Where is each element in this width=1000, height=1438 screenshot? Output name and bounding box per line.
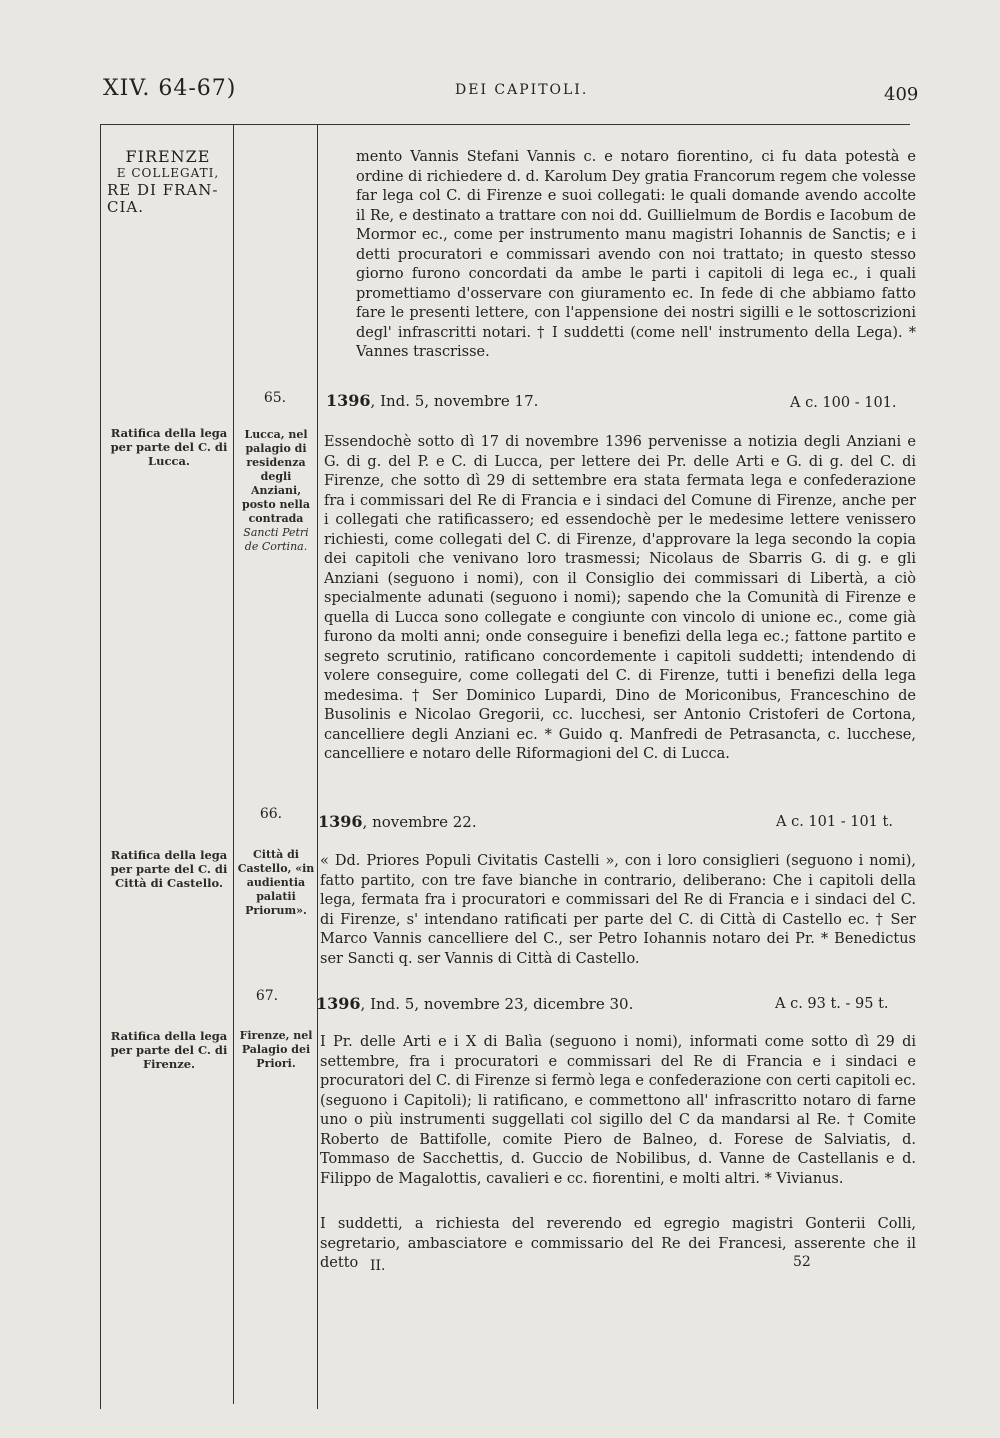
entry-reference: A c. 100 - 101. (790, 395, 897, 411)
entry-year: 1396 (326, 391, 371, 410)
entry-number: 65. (263, 390, 287, 406)
entry-date-text: , Ind. 5, novembre 23, dicembre 30. (360, 995, 634, 1013)
section-title-line3: RE DI FRAN- (107, 181, 219, 199)
entry-year: 1396 (316, 994, 361, 1013)
running-head-title: DEI CAPITOLI. (455, 82, 589, 98)
entry-number: 67. (255, 988, 279, 1004)
column-rule-middle (233, 124, 234, 1404)
section-title (103, 148, 233, 216)
page-number: 409 (884, 84, 919, 105)
signature-number: 52 (793, 1254, 811, 1270)
entry-reference: A c. 93 t. - 95 t. (775, 996, 889, 1012)
entry-marginal-summary: Ratifica della lega per parte del C. di Lucca. (110, 426, 228, 468)
entry-text: I Pr. delle Arti e i X di Balìa (seguono i nomi), informati come sotto dì 29 di settembre, fra i procuratori e commissari del Re di Francia e i sindaci e procuratori del C. di Firenze si fermò lega e confederazione con certi capitoli ec. (seguono i Capitoli); li ratificano, e commettono all' infrascritto notaro di farne uno o più instrumenti suggellati col sigillo del C da mandarsi al Re. † Comite Roberto de Battifolle, comite Piero de Balneo, d. Forese de Salviatis, d. Tommaso de Sacchettis, d. Guccio de Nobilibus, d. Vanne de Castellanis e d. Filippo de Magalottis, cavalieri e cc. fiorentini, e molti altri. * Vivianus. (320, 1034, 916, 1187)
entry-text-continued: I suddetti, a richiesta del reverendo ed egregio magistri Gonterii Colli, segretario, ambasciatore e commissario del Re dei Francesi, asserente che il detto (320, 1216, 916, 1271)
section-title-line2: E COLLEGATI, (116, 166, 220, 180)
entry-text: « Dd. Priores Populi Civitatis Castelli », con i loro consiglieri (seguono i nomi), fatto partito, con tre fave bianche in contrario, deliberano: Che i capitoli della lega, fermata fra i procuratori e commissari del Re di Francia e i sindaci del C. di Firenze, s' intendano ratificati per parte del C. di Città di Castello ec. † Ser Marco Vannis cancelliere del C., ser Petro Iohannis notaro dei Pr. * Benedictus ser Sancti q. ser Vannis di Città di Castello. (320, 853, 916, 967)
intro-text: mento Vannis Stefani Vannis c. e notaro fiorentino, ci fu data potestà e ordine di richiedere d. d. Karolum Dey gratia Francorum regem che volesse far lega col C. di Firenze e suoi collegati: le quali domande avendo accolte il Re, e destinato a trattare con noi dd. Guillielmum de Bordis e Iacobum de Mormor ec., come per instrumento manu magistri Iohannis de Sanctis; e i detti procuratori e commissari avendo con noi trattato; in questo stesso giorno furono concordati da ambe le parti i capitoli di lega ec., i quali promettiamo d'osservare con giuramento ec. In fede di che abbiamo fatto fare le presenti lettere, con l'appensione dei nostri sigilli e le sottoscrizioni degl' infrascritti notari. † I suddetti (come nell' instrumento della Lega). * Vannes trascrisse. (356, 149, 916, 360)
column-rule-right (317, 124, 318, 1409)
entry-place: Città di Castello, «in audientia palatii Priorum». (237, 848, 315, 917)
entry-place (236, 428, 316, 554)
entry-marginal-summary: Ratifica della lega per parte del C. di Firenze. (110, 1029, 228, 1071)
column-rule-left (100, 124, 101, 1409)
entry-text: Essendochè sotto dì 17 di novembre 1396 pervenisse a notizia degli Anziani e G. di g. del P. e C. di Lucca, per lettere dei Pr. delle Arti e G. di g. del C. di Firenze, che sotto dì 29 di settembre era stata fermata lega e confederazione fra i commissari del Re di Francia e i sindaci del Comune di Firenze, anche per i collegati che ratificassero; ed essendochè per le medesime lettere venissero richiesti, come collegati del C. di Firenze, d'approvare la lega secondo la copia dei capitoli che venivano loro trasmessi; Nicolaus de Sbarris G. di g. e gli Anziani (seguono i nomi), con il Consiglio dei commissari di Libertà, a ciò specialmente adunati (seguono i nomi); sapendo che la Comunità di Firenze e quella di Lucca sono collegate e congiunte con vincolo di unione ec., come già furono da molti anni; onde conseguire i benefizi della lega ec.; fattone partito e segreto scrutinio, ratificano concordemente i capitoli suddetti; intendendo di volere conseguire, come collegati del C. di Firenze, tutti i benefizi della lega medesima. † Ser Dominico Lupardi, Dino de Moriconibus, Franceschino de Busolinis e Nicolao Gregorii, cc. lucchesi, ser Antonio Cristoferi de Cortona, cancelliere degli Anziani ec. * Guido q. Manfredi de Petrasancta, c. lucchese, cancelliere e notaro delle Riformagioni del C. di Lucca. (324, 434, 916, 762)
entry-reference: A c. 101 - 101 t. (776, 814, 893, 830)
top-rule (100, 124, 910, 125)
entry-marginal-summary: Ratifica della lega per parte del C. di Città di Castello. (110, 848, 228, 890)
entry-date (318, 812, 477, 831)
entry-number: 66. (259, 806, 283, 822)
section-title-line1: FIRENZE (125, 147, 211, 166)
entry-place-italic: Sancti Petri de Cortina. (243, 526, 309, 553)
signature-mark: II. (370, 1258, 386, 1274)
entry-date-text: , novembre 22. (362, 813, 477, 831)
entry-place-text: Lucca, nel palagio di residenza degli Anziani, posto nella contrada (242, 428, 310, 525)
entry-place: Firenze, nel Palagio dei Priori. (239, 1029, 313, 1070)
section-title-line4: CIA. (107, 198, 145, 216)
entry-date (316, 994, 633, 1013)
entry-date-text: , Ind. 5, novembre 17. (370, 392, 539, 410)
entry-year: 1396 (318, 812, 363, 831)
running-head-section: XIV. 64-67) (103, 76, 237, 101)
entry-date (326, 391, 538, 410)
